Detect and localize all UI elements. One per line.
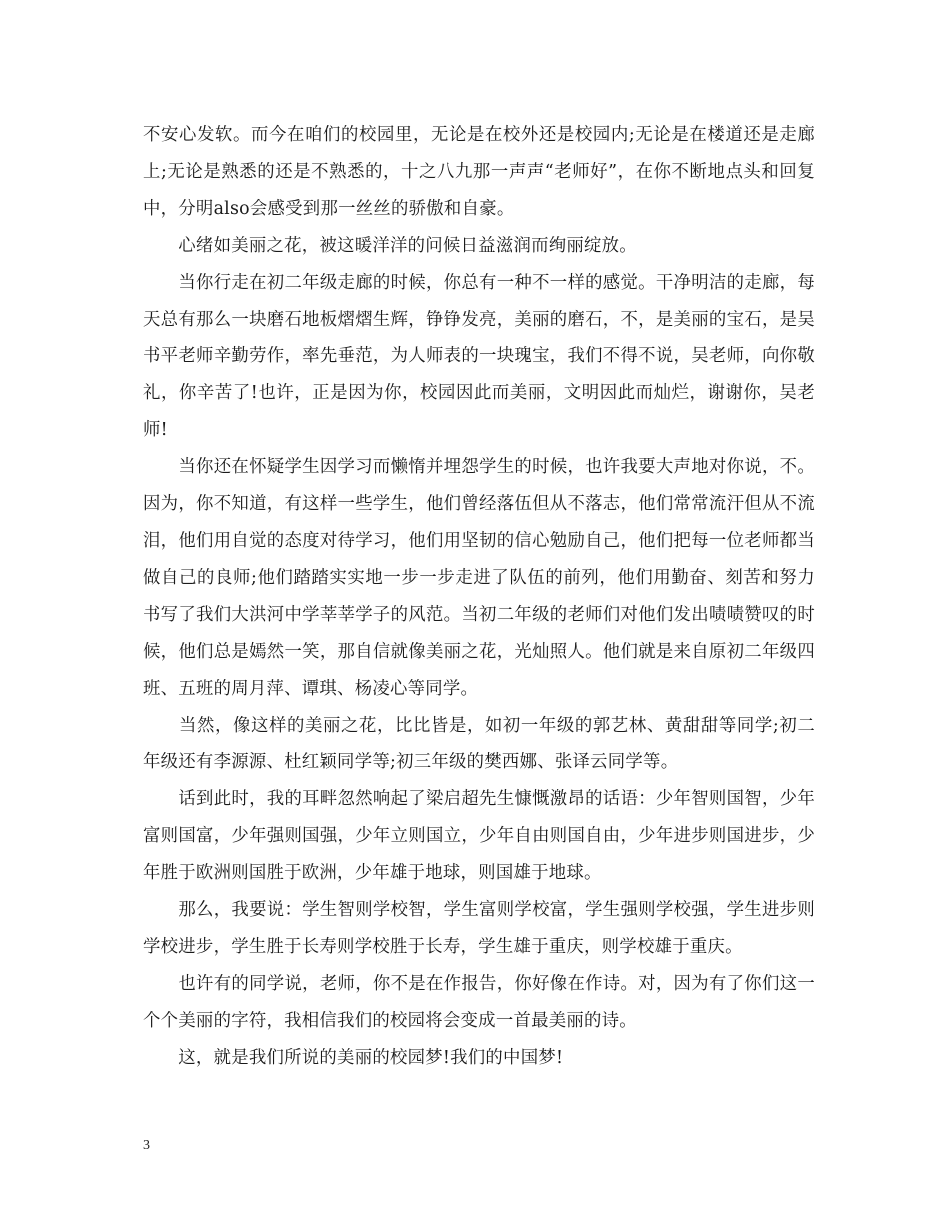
- paragraph-1: 不安心发软。而今在咱们的校园里，无论是在校外还是校园内;无论是在楼道还是走廊上;无论是熟悉的还是不熟悉的，十之八九那一声声“老师好”，在你不断地点头和回复中，分明also会感受到那一丝丝的骄傲和自豪。: [143, 125, 815, 219]
- paragraph-6: 话到此时，我的耳畔忽然响起了梁启超先生慷慨激昂的话语：少年智则国智，少年富则国富，少年强则国强，少年立则国立，少年自由则国自由，少年进步则国进步，少年胜于欧洲则国胜于欧洲，少年雄于地球，则国雄于地球。: [143, 789, 815, 884]
- paragraph-9: 这，就是我们所说的美丽的校园梦!我们的中国梦!: [143, 1047, 564, 1068]
- paragraph-7: 那么，我要说：学生智则学校智，学生富则学校富，学生强则学校强，学生进步则学校进步，学生胜于长寿则学校胜于长寿，学生雄于重庆，则学校雄于重庆。: [143, 900, 815, 957]
- page-number: 3: [143, 1138, 150, 1153]
- paragraph-3: 当你行走在初二年级走廊的时候，你总有一种不一样的感觉。干净明洁的走廊，每天总有那么一块磨石地板熠熠生辉，铮铮发亮，美丽的磨石，不，是美丽的宝石，是吴书平老师辛勤劳作，率先垂范，为人师表的一块瑰宝，我们不得不说，吴老师，向你敬礼，你辛苦了!也许，正是因为你，校园因此而美丽，文明因此而灿烂，谢谢你，吴老师!: [143, 272, 815, 441]
- document-body: [143, 117, 815, 1077]
- paragraph-8: 也许有的同学说，老师，你不是在作报告，你好像在作诗。对，因为有了你们这一个个美丽的字符，我相信我们的校园将会变成一首最美丽的诗。: [143, 973, 815, 1031]
- paragraph-5: 当然，像这样的美丽之花，比比皆是，如初一年级的郭艺林、黄甜甜等同学;初二年级还有李源源、杜红颖同学等;初三年级的樊西娜、张译云同学等。: [143, 715, 815, 773]
- paragraph-2: 心绪如美丽之花，被这暖洋洋的问候日益滋润而绚丽绽放。: [143, 235, 637, 256]
- paragraph-4: 当你还在怀疑学生因学习而懒惰并埋怨学生的时候，也许我要大声地对你说，不。因为，你不知道，有这样一些学生，他们曾经落伍但从不落志，他们常常流汗但从不流泪，他们用自觉的态度对待学习，他们用坚韧的信心勉励自己，他们把每一位老师都当做自己的良师;他们踏踏实实地一步一步走进了队伍的前列，他们用勤奋、刻苦和努力书写了我们大洪河中学莘莘学子的风范。当初二年级的老师们对他们发出啧啧赞叹的时候，他们总是嫣然一笑，那自信就像美丽之花，光灿照人。他们就是来自原初二年级四班、五班的周月萍、谭琪、杨凌心等同学。: [143, 457, 815, 699]
